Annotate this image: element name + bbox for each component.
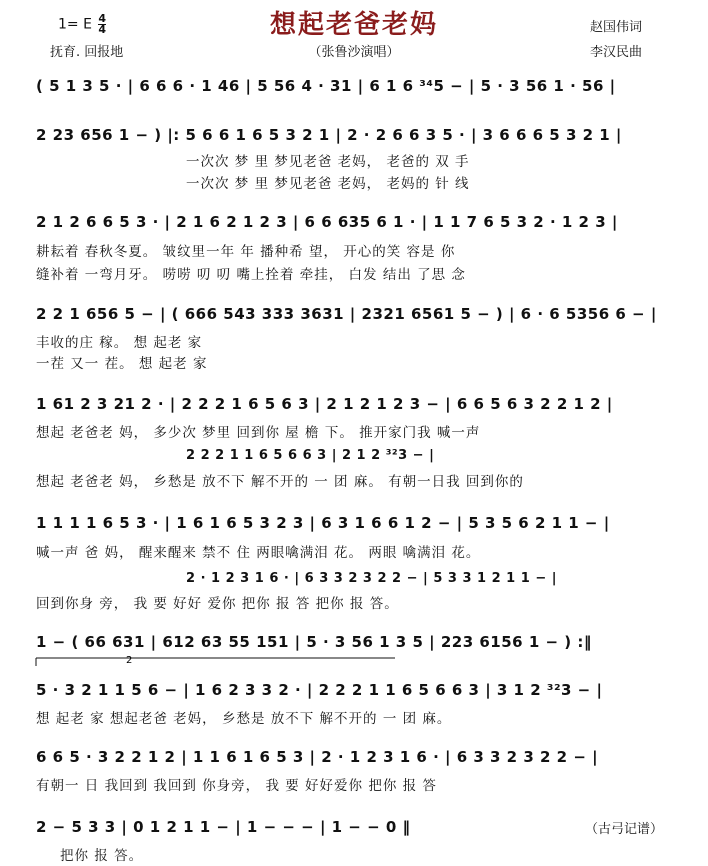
score-line-11: 6 6 5 · 3 2 2 1 2 | 1 1 6 1 6 5 3 | 2 · 1 2 3 1 6 · | 6 3 3 2 3 2 2 − | <box>36 748 599 766</box>
lyricist-credit: 赵国伟词 <box>590 20 643 35</box>
score-line-12: 2 − 5 3 3 | 0 1 2 1 1 − | 1 − − − | 1 − − 0 ‖ <box>36 818 411 836</box>
lyric-line-5: 想起 老爸老 妈， 多少次 梦里 回到你 屋 檐 下。 推开家门我 喊一声 <box>36 425 481 441</box>
score-line-7: 1 1 1 1 6 5 3 · | 1 6 1 6 5 3 2 3 | 6 3 1 6 6 1 2 − | 5 3 5 6 2 1 1 − | <box>36 514 610 532</box>
score-line-5: 1 61 2 3 21 2 · | 2 2 2 1 6 5 6 3 | 2 1 2 1 2 3 − | 6 6 5 6 3 2 2 1 2 | <box>36 395 613 413</box>
lyric-line-2a: 一次次 梦 里 梦见老爸 老妈， 老爸的 双 手 <box>186 154 470 170</box>
lyric-line-6: 想起 老爸老 妈， 乡愁是 放不下 解不开的 一 团 麻。 有朝一日我 回到你的 <box>36 474 524 490</box>
score-line-8: 2 · 1 2 3 1 6 · | 6 3 3 2 3 2 2 − | 5 3 3 1 2 1 1 − | <box>186 571 557 586</box>
time-bottom: 4 <box>98 23 107 36</box>
lyric-line-10: 想 起老 家 想起老爸 老妈， 乡愁是 放不下 解不开的 一 团 麻。 <box>36 711 452 727</box>
composer-credit: 李汉民曲 <box>590 45 643 60</box>
style-marking: 抚育. 回报地 <box>50 45 124 60</box>
score-line-2: 2 23 656 1 − ) |: 5 6 6 1 6 5 3 2 1 | 2 · 2 6 6 3 5 · | 3 6 6 6 5 3 2 1 | <box>36 126 622 144</box>
key-label: 1= E <box>58 16 92 33</box>
song-title: 想起老爸老妈 <box>269 10 438 40</box>
singer-credit: （张鲁沙演唱） <box>308 45 400 60</box>
lyric-line-4a: 丰收的庄 稼。 想 起老 家 <box>36 335 203 351</box>
transcriber-note: （古弓记谱） <box>585 822 664 837</box>
lyric-line-2b: 一次次 梦 里 梦见老爸 老妈， 老妈的 针 线 <box>186 176 470 192</box>
lyric-line-8: 回到你身 旁， 我 要 好好 爱你 把你 报 答 把你 报 答。 <box>36 596 399 612</box>
score-line-4: 2 2 1 656 5 − | ( 666 543 333 3631 | 2321 6561 5 − ) | 6 · 6 5356 6 − | <box>36 305 657 323</box>
time-top: 4 <box>98 12 107 25</box>
score-line-10: 5 · 3 2 1 1 5 6 − | 1 6 2 3 3 2 · | 2 2 2 1 1 6 5 6 6 3 | 3 1 2 ³²3 − | <box>36 681 603 699</box>
lyric-line-3a: 耕耘着 春秋冬夏。 皱纹里一年 年 播种希 望， 开心的笑 容是 你 <box>36 244 456 260</box>
score-line-9: 1 − ( 66 631 | 612 63 55 151 | 5 · 3 56 1 3 5 | 223 6156 1 − ) :‖ <box>36 633 592 651</box>
score-line-3: 2 1 2 6 6 5 3 · | 2 1 6 2 1 2 3 | 6 6 635 6 1 · | 1 1 7 6 5 3 2 · 1 2 3 | <box>36 213 618 231</box>
lyric-line-11: 有朝一 日 我回到 我回到 你身旁， 我 要 好好爱你 把你 报 答 <box>36 778 437 794</box>
lyric-line-4b: 一茬 又一 茬。 想 起老 家 <box>36 356 208 372</box>
volta-number: 2 <box>126 655 133 666</box>
lyric-line-7: 喊一声 爸 妈， 醒来醒来 禁不 住 两眼噙满泪 花。 两眼 噙满泪 花。 <box>36 545 481 561</box>
lyric-line-3b: 缝补着 一弯月牙。 唠唠 叨 叨 嘴上拴着 牵挂， 白发 结出 了思 念 <box>36 267 466 283</box>
lyric-line-12: 把你 报 答。 <box>60 848 144 864</box>
score-line-1: ( 5 1 3 5 · | 6 6 6 · 1 46 | 5 56 4 · 31 | 6 1 6 ³⁴5 − | 5 · 3 56 1 · 56 | <box>36 77 616 95</box>
score-line-6: 2 2 2 1 1 6 5 6 6 3 | 2 1 2 ³²3 − | <box>186 448 435 463</box>
